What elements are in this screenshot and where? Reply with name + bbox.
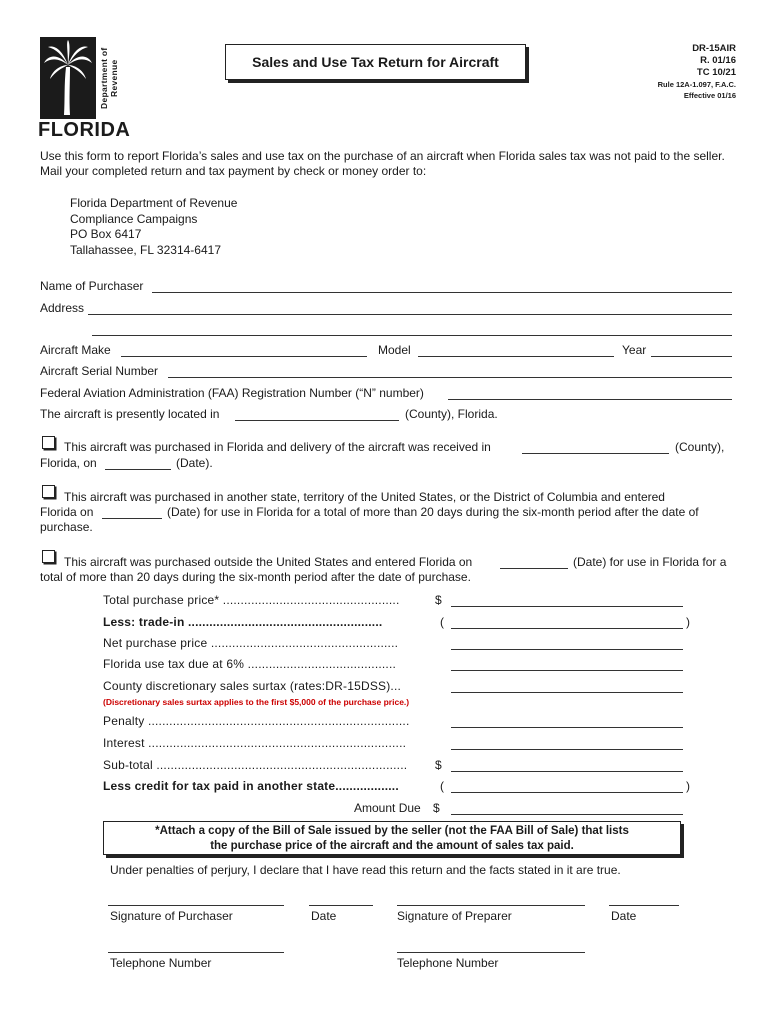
dollar-sign: $: [433, 801, 440, 815]
florida-wordmark: FLORIDA: [38, 119, 131, 141]
purchaser-date-label: Date: [311, 909, 337, 923]
preparer-phone-field[interactable]: [397, 952, 585, 953]
perjury-declaration: Under penalties of perjury, I declare that I have read this return and the facts stated in it are true.: [110, 863, 621, 877]
preparer-signature-field[interactable]: [397, 905, 585, 906]
option2-checkbox[interactable]: [42, 485, 55, 498]
option3-text-line2: total of more than 20 days during the six-month period after the date of purchase.: [40, 570, 471, 584]
form-rule: Rule 12A-1.097, F.A.C.: [657, 80, 736, 89]
close-paren: ): [686, 779, 690, 793]
option1-text-line2: Florida, on: [40, 456, 97, 470]
penalty-label: Penalty ..........................................................................: [103, 714, 410, 728]
option3-text: This aircraft was purchased outside the United States and entered Florida on: [64, 555, 473, 569]
option2-text-line2b: (Date) for use in Florida for a total of more than 20 days during the six-month period after the date of: [167, 505, 699, 519]
interest-field[interactable]: [451, 749, 683, 750]
interest-label: Interest .........................................................................: [103, 736, 407, 750]
preparer-date-field[interactable]: [609, 905, 679, 906]
faa-field[interactable]: [448, 399, 732, 400]
purchaser-phone-field[interactable]: [108, 952, 284, 953]
attach-note-line: the purchase price of the aircraft and the amount of sales tax paid.: [210, 840, 574, 852]
subtotal-field[interactable]: [451, 771, 683, 772]
amount-due-field[interactable]: [451, 814, 683, 815]
form-title: Sales and Use Tax Return for Aircraft: [225, 44, 526, 80]
form-revision: R. 01/16: [700, 55, 736, 66]
purchaser-signature-field[interactable]: [108, 905, 284, 906]
tradein-label: Less: trade-in .......................................................: [103, 615, 383, 629]
option1-text: This aircraft was purchased in Florida and delivery of the aircraft was received in: [64, 440, 491, 454]
preparer-date-label: Date: [611, 909, 637, 923]
dollar-sign: $: [435, 758, 442, 772]
preparer-phone-label: Telephone Number: [397, 956, 499, 970]
attach-note-line: *Attach a copy of the Bill of Sale issued by the seller (not the FAA Bill of Sale) that lists: [155, 825, 629, 837]
faa-label: Federal Aviation Administration (FAA) Registration Number (“N” number): [40, 386, 424, 400]
penalty-field[interactable]: [451, 727, 683, 728]
total-price-label: Total purchase price* ..................................................: [103, 593, 400, 607]
year-field[interactable]: [651, 356, 732, 357]
dollar-sign: $: [435, 593, 442, 607]
option2-text-line3: purchase.: [40, 520, 93, 534]
preparer-signature-label: Signature of Preparer: [397, 909, 512, 923]
credit-label: Less credit for tax paid in another state..................: [103, 779, 399, 793]
address-line: Florida Department of Revenue: [70, 196, 238, 210]
option2-date-field[interactable]: [102, 518, 162, 519]
surtax-label: County discretionary sales surtax (rates:DR-15DSS)...: [103, 679, 402, 693]
purchaser-phone-label: Telephone Number: [110, 956, 212, 970]
surtax-note: (Discretionary sales surtax applies to the first $5,000 of the purchase price.): [103, 697, 410, 707]
option1-county-field[interactable]: [522, 453, 669, 454]
address-line: PO Box 6417: [70, 227, 142, 241]
credit-field[interactable]: [451, 792, 683, 793]
make-label: Aircraft Make: [40, 343, 111, 357]
subtotal-label: Sub-total .......................................................................: [103, 758, 408, 772]
located-suffix: (County), Florida.: [405, 407, 498, 421]
tradein-field[interactable]: [451, 628, 683, 629]
model-field[interactable]: [418, 356, 614, 357]
purchaser-date-field[interactable]: [309, 905, 373, 906]
name-label: Name of Purchaser: [40, 279, 144, 293]
net-price-field[interactable]: [451, 649, 683, 650]
mailing-address: [70, 196, 237, 258]
address-label: Address: [40, 301, 85, 315]
option1-date-field[interactable]: [105, 469, 171, 470]
total-price-field[interactable]: [451, 606, 683, 607]
open-paren: (: [440, 615, 444, 629]
department-of-revenue-label: Department of Revenue: [99, 47, 119, 109]
attach-note: [103, 821, 681, 855]
make-field[interactable]: [121, 356, 367, 357]
option1-county-label: (County),: [675, 440, 725, 454]
purchaser-signature-label: Signature of Purchaser: [110, 909, 233, 923]
address-field-line2[interactable]: [92, 335, 732, 336]
address-field[interactable]: [88, 314, 732, 315]
option3-date-field[interactable]: [500, 568, 568, 569]
serial-field[interactable]: [168, 377, 732, 378]
use-tax-field[interactable]: [451, 670, 683, 671]
address-line: Tallahassee, FL 32314-6417: [70, 242, 221, 257]
option3-checkbox[interactable]: [42, 550, 55, 563]
form-identifier: [658, 43, 736, 101]
amount-due-label: Amount Due: [354, 801, 421, 815]
palm-tree-logo: [40, 37, 96, 119]
year-label: Year: [622, 343, 647, 357]
located-label: The aircraft is presently located in: [40, 407, 220, 421]
address-line: Compliance Campaigns: [70, 211, 198, 226]
form-effective: Effective 01/16: [683, 91, 736, 100]
option2-text-line2: Florida on: [40, 505, 94, 519]
form-number: DR-15AIR: [692, 43, 736, 54]
option2-text: This aircraft was purchased in another state, territory of the United States, or the District of Columbia and entered: [64, 490, 665, 504]
intro-text: Use this form to report Florida’s sales and use tax on the purchase of an aircraft when Florida sales tax was not paid to the seller. Mail your completed return and tax payment by check or money order to:: [40, 149, 725, 178]
net-price-label: Net purchase price .....................................................: [103, 636, 399, 650]
model-label: Model: [378, 343, 411, 357]
name-field[interactable]: [152, 292, 732, 293]
county-field[interactable]: [235, 420, 399, 421]
use-tax-label: Florida use tax due at 6% ..........................................: [103, 657, 397, 671]
form-tc: TC 10/21: [696, 67, 736, 78]
option1-checkbox[interactable]: [42, 436, 55, 449]
close-paren: ): [686, 615, 690, 629]
serial-label: Aircraft Serial Number: [40, 364, 159, 378]
surtax-field[interactable]: [451, 692, 683, 693]
option1-date-label: (Date).: [176, 456, 213, 470]
open-paren: (: [440, 779, 444, 793]
option3-text-b: (Date) for use in Florida for a: [573, 555, 727, 569]
